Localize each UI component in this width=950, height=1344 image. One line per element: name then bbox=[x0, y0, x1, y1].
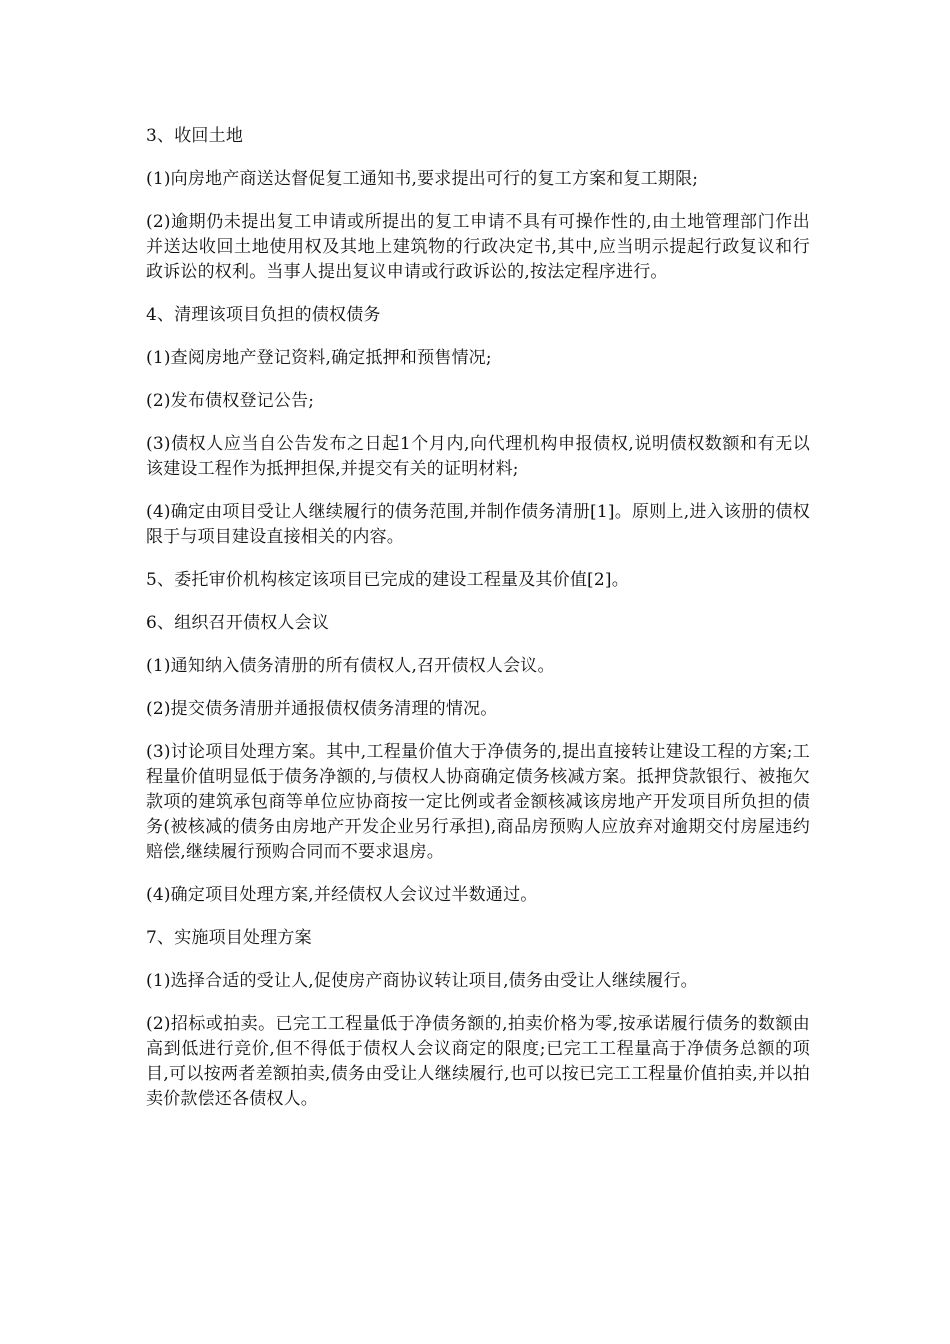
paragraph: (3)债权人应当自公告发布之日起1个月内,向代理机构申报债权,说明债权数额和有无以该建设工程作为抵押担保,并提交有关的证明材料; bbox=[146, 434, 810, 479]
paragraph: (3)讨论项目处理方案。其中,工程量价值大于净债务的,提出直接转让建设工程的方案;工程量价值明显低于债务净额的,与债权人协商确定债务核减方案。抵押贷款银行、被拖欠款项的建筑承包商等单位应协商按一定比例或者金额核减该房地产开发项目所负担的债务(被核减的债务由房地产开发企业另行承担),商品房预购人应放弃对逾期交付房屋违约赔偿,继续履行预购合同而不要求退房。 bbox=[146, 742, 810, 862]
section-heading-7: 7、实施项目处理方案 bbox=[146, 928, 312, 948]
paragraph: (2)逾期仍未提出复工申请或所提出的复工申请不具有可操作性的,由土地管理部门作出并送达收回土地使用权及其地上建筑物的行政决定书,其中,应当明示提起行政复议和行政诉讼的权利。当事人提出复议申请或行政诉讼的,按法定程序进行。 bbox=[146, 212, 810, 282]
paragraph: (1)选择合适的受让人,促使房产商协议转让项目,债务由受让人继续履行。 bbox=[146, 971, 698, 991]
section-heading-4: 4、清理该项目负担的债权债务 bbox=[146, 305, 381, 325]
paragraph: (4)确定由项目受让人继续履行的债务范围,并制作债务清册[1]。原则上,进入该册的债权限于与项目建设直接相关的内容。 bbox=[146, 502, 810, 547]
paragraph: (1)查阅房地产登记资料,确定抵押和预售情况; bbox=[146, 348, 492, 368]
paragraph: (1)向房地产商送达督促复工通知书,要求提出可行的复工方案和复工期限; bbox=[146, 169, 699, 189]
document-body bbox=[146, 124, 810, 1130]
section-heading-3: 3、收回土地 bbox=[146, 126, 244, 146]
paragraph: (2)提交债务清册并通报债权债务清理的情况。 bbox=[146, 699, 498, 719]
paragraph: (1)通知纳入债务清册的所有债权人,召开债权人会议。 bbox=[146, 656, 555, 676]
paragraph: (2)招标或拍卖。已完工工程量低于净债务额的,拍卖价格为零,按承诺履行债务的数额由高到低进行竞价,但不得低于债权人会议商定的限度;已完工工程量高于净债务总额的项目,可以按两者差额拍卖,债务由受让人继续履行,也可以按已完工工程量价值拍卖,并以拍卖价款偿还各债权人。 bbox=[146, 1014, 810, 1109]
section-heading-6: 6、组织召开债权人会议 bbox=[146, 613, 330, 633]
section-heading-5: 5、委托审价机构核定该项目已完成的建设工程量及其价值[2]。 bbox=[146, 570, 629, 590]
paragraph: (4)确定项目处理方案,并经债权人会议过半数通过。 bbox=[146, 885, 538, 905]
paragraph: (2)发布债权登记公告; bbox=[146, 391, 315, 411]
